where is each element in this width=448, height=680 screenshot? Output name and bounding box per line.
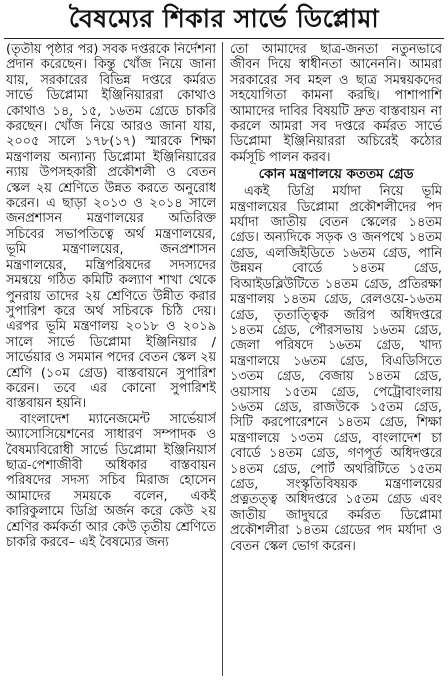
left-column bbox=[6, 42, 216, 676]
headline-rule bbox=[4, 38, 444, 39]
headline: বৈষম্যের শিকার সার্ভে ডিপ্লোমা bbox=[68, 4, 380, 33]
right-paragraph-1: তো আমাদের ছাত্র-জনতা নতুনভাবে জীবন দিয়ে স্বাধীনতা আনেননি। আমরা সরকারের সব মহল ও ছাত্র সমন্বয়কদের সহযোগিতা কামনা করছি। পাশাপাশি আমাদের দাবির বিষয়টি দ্রুত বাস্তবায়ন না করলে আমরা সব দপ্তরে কর্মরত সার্ভে ডিপ্লোমা ইঞ্জিনিয়াররা অচিরেই কঠোর কর্মসূচি পালন করব। bbox=[230, 42, 442, 165]
right-paragraph-2: একই ডিগ্রি মর্যাদা নিয়ে ভূমি মন্ত্রণালয়ের ডিপ্লোমা প্রকৌশলীদের পদ মর্যাদা জাতীয় বেতন স্কেলের ১৪তম গ্রেড। অন্যদিকে সড়ক ও জনপথে ১৪তম গ্রেড, এলজিইডিতে ১৬তম গ্রেড, পানি উন্নয়ন বোর্ডে ১৪তম গ্রেড, বিআইডব্লিউটিতে ১৪তম গ্রেড, প্রতিরক্ষা মন্ত্রণালয় ১৪তম গ্রেড, রেলওয়ে-১৬তম গ্রেড, তৃতাত্ত্বিক জরিপ অধিদপ্তরে ১৪তম গ্রেড, পৌরসভায় ১৬তম গ্রেড, জেলা পরিষদে ১৬তম গ্রেড, খাদ্য মন্ত্রণালয়ে ১৬তম গ্রেড, বিএডিসিতে ১৩তম গ্রেড, বেজায় ১৪তম গ্রেড, ওয়াসায় ১৫তম গ্রেড, পেট্রোবাংলায় ১৬তম গ্রেড, রাজউকে ১৫তম গ্রেড, সিটি করপোরেশনে ১৪তম গ্রেড, শিক্ষা মন্ত্রণালয়ে ১৩তম গ্রেড, বাংলাদেশ চা বোর্ডে ১৪তম গ্রেড, গণপূর্ত অধিদপ্তরে ১৪তম গ্রেড, পোর্ট অথরিটিতে ১৫তম গ্রেড, সংস্কৃতিবিষয়ক মন্ত্রণালয়ের প্রত্নতত্ত্ব অধিদপ্তরে ১৫তম গ্রেড এবং জাতীয় জাদুঘরে কর্মরত ডিপ্লোমা প্রকৌশলীরা ১৪তম গ্রেডের পদ মর্যাদা ও বেতন স্কেল ভোগ করেন। bbox=[230, 184, 442, 554]
right-column bbox=[230, 42, 442, 676]
left-paragraph-1: (তৃতীয় পৃষ্ঠার পর) সবক দপ্তরকে নির্দেশনা প্রদান করেছেন। কিন্তু খোঁজ নিয়ে জানা যায়, সরকারের বিভিন্ন দপ্তরে কর্মরত সার্ভে ডিপ্লোমা ইঞ্জিনিয়াররা কোথাও কোথাও ১৪, ১৫, ১৬তম গ্রেডে চাকরি করছেন। খোঁজ নিয়ে আরও জানা যায়, ২০০৫ সালে ১৭৮(১৭) স্মারকে শিক্ষা মন্ত্রণালয় অন্যান্য ডিপ্লোমা ইঞ্জিনিয়ারের ন্যায় উপসহকারী প্রকৌশলী ও বেতন স্কেল ২য় শ্রেণিতে উন্নত করতে অনুরোধ করেন। এ ছাড়া ২০১৩ ও ২০১৪ সালে জনপ্রশাসন মন্ত্রণালয়ের অতিরিক্ত সচিবের সভাপতিত্বে অর্থ মন্ত্রণালয়ের, ভূমি মন্ত্রণালয়ের, জনপ্রশাসন মন্ত্রণালয়ের, মন্ত্রিপরিষদের সদস্যদের সমন্বয়ে গঠিত কমিটি কল্যাণ শাখা থেকে পুনরায় তাদের ২য় শ্রেণিতে উন্নীত করার সুপারিশ করে অর্থ সচিবকে চিঠি দেয়। এরপর ভূমি মন্ত্রণালয় ২০১৮ ও ২০১৯ সালে সার্ভে ডিপ্লোমা ইঞ্জিনিয়ার / সার্ভেয়ার ও সমমান পদের বেতন স্কেল ২য় শ্রেণি (১০ম গ্রেড) বাস্তবায়নে সুপারিশ করেন। তবে এর কোনো সুপারিশই বাস্তবায়ন হয়নি। bbox=[6, 42, 216, 412]
column-divider bbox=[222, 42, 223, 676]
section-subheading: কোন মন্ত্রণালয়ে কততম গ্রেড bbox=[258, 167, 414, 183]
left-paragraph-2: বাংলাদেশ ম্যানেজমেন্ট সার্ভেয়ার্স অ্যাসোসিয়েশনের সাধারণ সম্পাদক ও বৈষম্যবিরোধী সার্ভে ডিপ্লোমা ইঞ্জিনিয়ার্স ছাত্র-পেশাজীবী অধিকার বাস্তবায়ন পরিষদের সদস্য সচিব মিরাজ হোসেন আমাদের সময়কে বলেন, একই কারিকুলামে ডিগ্রি অর্জন করে কেউ ২য় শ্রেণির কর্মকর্তা আর কেউ তৃতীয় শ্রেণিতে চাকরি করবে– এই বৈষম্যের জন্য bbox=[6, 411, 216, 550]
